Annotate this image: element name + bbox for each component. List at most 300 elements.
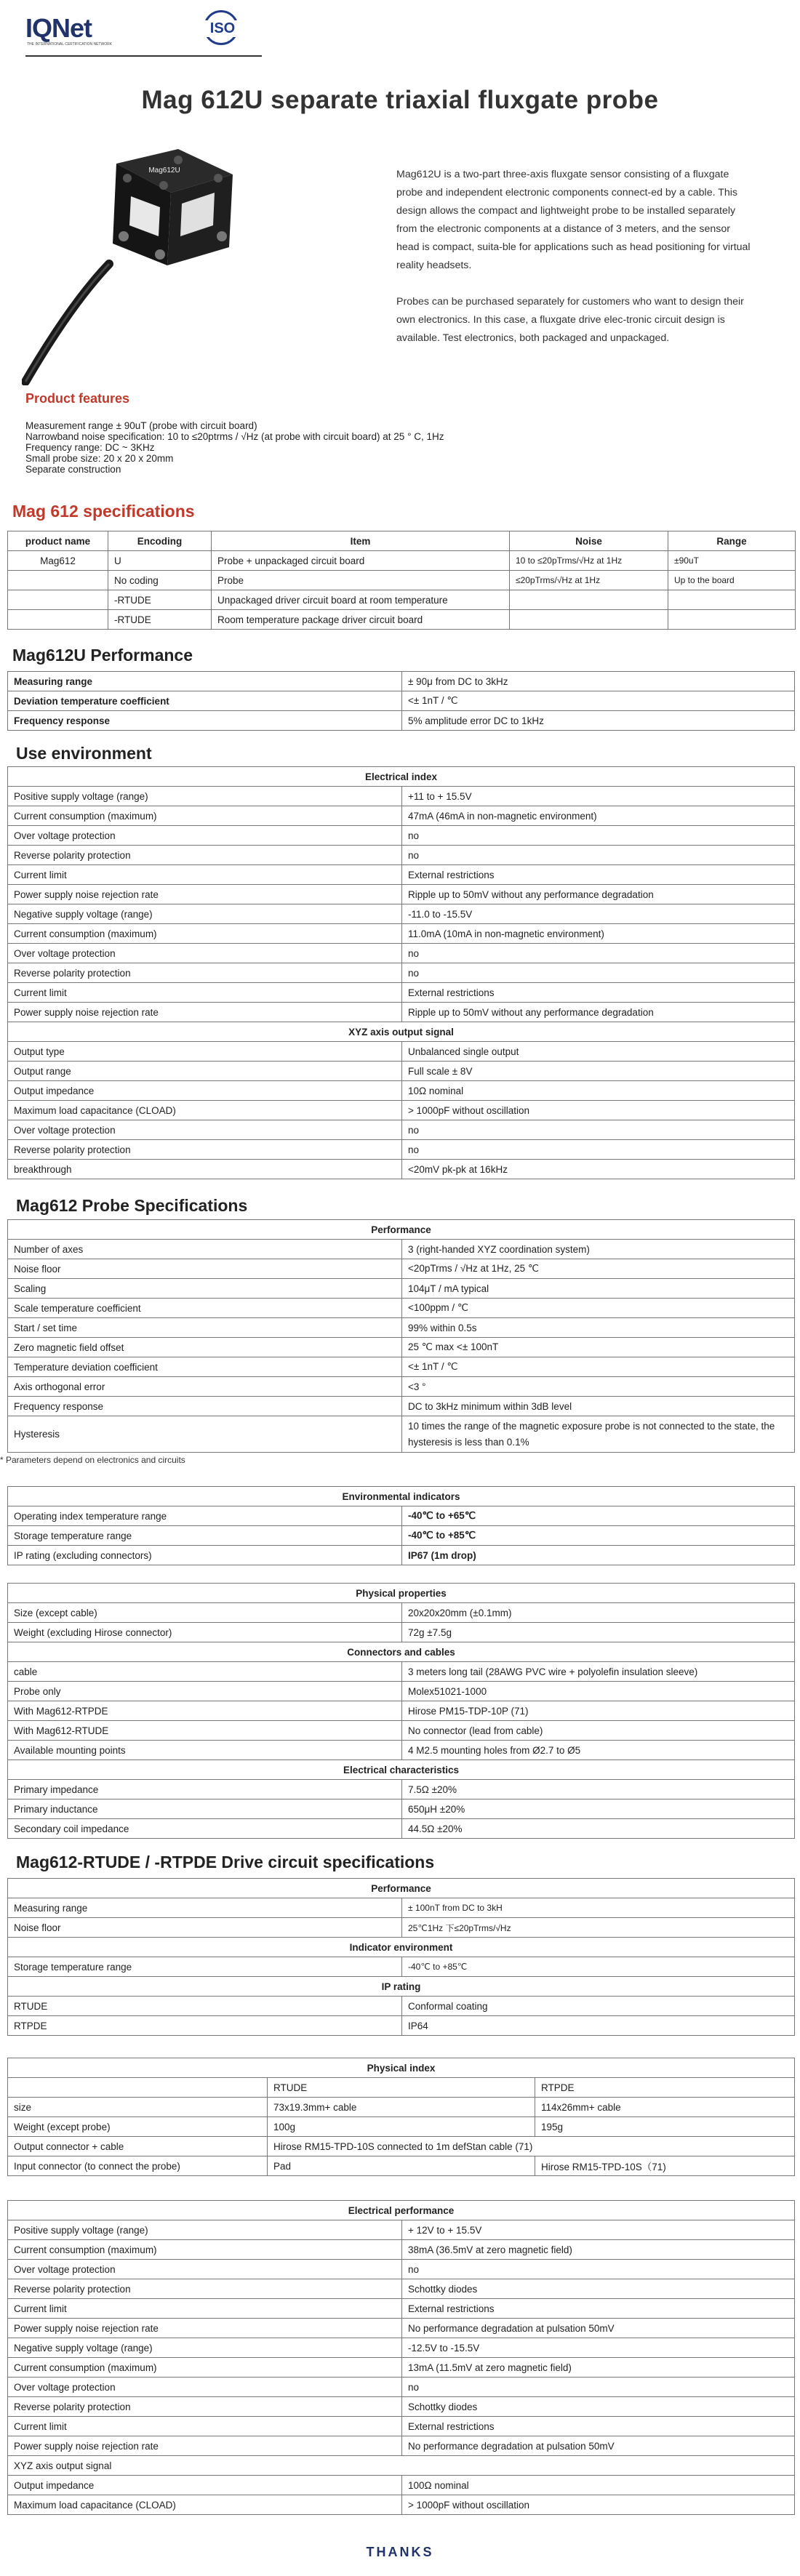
table-cell: Weight (excluding Hirose connector) xyxy=(8,1623,402,1642)
table-cell: Noise floor xyxy=(8,1259,402,1279)
table-cell: ± 90μ from DC to 3kHz xyxy=(402,672,795,691)
table-cell: no xyxy=(402,1140,795,1160)
table-row xyxy=(8,1898,795,1918)
table-cell: no xyxy=(402,846,795,865)
table-cell xyxy=(8,590,108,610)
header-divider xyxy=(25,55,262,57)
table-cell: 25℃1Hz 下≤20pTrms/√Hz xyxy=(402,1918,795,1938)
table-cell: Maximum load capacitance (CLOAD) xyxy=(8,2495,402,2515)
features-list xyxy=(25,420,444,475)
table-cell: Frequency response xyxy=(8,711,402,731)
table-cell: ≤20pTrms/√Hz at 1Hz xyxy=(510,571,668,590)
table-cell: Operating index temperature range xyxy=(8,1506,402,1526)
band-heading: Electrical performance xyxy=(8,2201,795,2220)
table-band-row xyxy=(8,1879,795,1898)
table-cell: 47mA (46mA in non-magnetic environment) xyxy=(402,806,795,826)
iso-logo-text: ISO xyxy=(196,20,249,37)
table-cell: > 1000pF without oscillation xyxy=(402,2495,795,2515)
table-cell: Up to the board xyxy=(668,571,796,590)
table-cell: 100g xyxy=(268,2117,535,2137)
table-cell: With Mag612-RTPDE xyxy=(8,1701,402,1721)
table-cell: Power supply noise rejection rate xyxy=(8,2319,402,2338)
table-cell: <20mV pk-pk at 16kHz xyxy=(402,1160,795,1179)
spec612-heading: Mag 612 specifications xyxy=(12,502,195,521)
band-heading: XYZ axis output signal xyxy=(8,1022,795,1042)
table-band-row xyxy=(8,1760,795,1780)
table-cell: no xyxy=(402,963,795,983)
table-row xyxy=(8,2338,795,2358)
electrical-performance-table xyxy=(7,2200,795,2515)
table-cell: Probe xyxy=(212,571,510,590)
table-cell: -12.5V to -15.5V xyxy=(402,2338,795,2358)
table-row xyxy=(8,2495,795,2515)
table-cell: -RTUDE xyxy=(108,610,212,630)
table-cell: Available mounting points xyxy=(8,1741,402,1760)
table-cell: 650μH ±20% xyxy=(402,1799,795,1819)
table-cell: Over voltage protection xyxy=(8,944,402,963)
table-cell: -40℃ to +85℃ xyxy=(402,1526,795,1546)
table-cell: 104μT / mA typical xyxy=(402,1279,795,1299)
table-header-row xyxy=(8,2078,795,2098)
iqnet-logo-tagline: THE INTERNATIONAL CERTIFICATION NETWORK xyxy=(27,42,113,47)
table-cell: Current limit xyxy=(8,2299,402,2319)
table-band-row xyxy=(8,1022,795,1042)
table-row xyxy=(8,1140,795,1160)
spec612-table xyxy=(7,531,796,630)
table-cell: Primary impedance xyxy=(8,1780,402,1799)
env-indicators-table xyxy=(7,1486,795,1565)
table-row xyxy=(8,1416,795,1453)
table-row xyxy=(8,885,795,904)
table-cell: -RTUDE xyxy=(108,590,212,610)
table-row xyxy=(8,1377,795,1397)
table-cell: 10Ω nominal xyxy=(402,1081,795,1101)
table-row xyxy=(8,944,795,963)
table-cell: Secondary coil impedance xyxy=(8,1819,402,1839)
page-title: Mag 612U separate triaxial fluxgate probe xyxy=(141,86,659,114)
table-cell: Output type xyxy=(8,1042,402,1062)
table-cell: Storage temperature range xyxy=(8,1526,402,1546)
table-band-row xyxy=(8,1220,795,1240)
table-row xyxy=(8,1623,795,1642)
table-cell: -40℃ to +65℃ xyxy=(402,1506,795,1526)
column-header: Encoding xyxy=(108,531,212,551)
table-cell: Schottky diodes xyxy=(402,2397,795,2417)
column-header: Range xyxy=(668,531,796,551)
table-cell: +11 to + 15.5V xyxy=(402,787,795,806)
table-row xyxy=(8,2260,795,2279)
perf-table xyxy=(7,671,795,731)
perf-heading: Mag612U Performance xyxy=(12,646,193,665)
table-row xyxy=(8,2378,795,2397)
table-cell: Current consumption (maximum) xyxy=(8,2240,402,2260)
table-header-row xyxy=(8,531,796,551)
table-row xyxy=(8,2240,795,2260)
table-row xyxy=(8,2098,795,2117)
table-row xyxy=(8,1259,795,1279)
table-row xyxy=(8,865,795,885)
table-row xyxy=(8,787,795,806)
table-row xyxy=(8,1682,795,1701)
table-row xyxy=(8,2358,795,2378)
band-heading: Connectors and cables xyxy=(8,1642,795,1662)
table-cell: 114x26mm+ cable xyxy=(535,2098,795,2117)
table-cell: Molex51021-1000 xyxy=(402,1682,795,1701)
table-cell: Hysteresis xyxy=(8,1416,402,1453)
table-band-row xyxy=(8,1584,795,1603)
band-heading: Electrical index xyxy=(8,767,795,787)
intro-paragraph-1: Mag612U is a two-part three-axis fluxgate sensor consisting of a fluxgate probe and independent electronic components connect-ed by a cable. This design allows the compact and lightweight probe to be installed separately from the electronic components at a distance of 3 meters, and the sensor head is compact, suita-ble for applications such as head positioning for virtual reality headsets. xyxy=(396,169,751,271)
table-cell: Over voltage protection xyxy=(8,826,402,846)
table-cell: no xyxy=(402,944,795,963)
table-cell: Negative supply voltage (range) xyxy=(8,904,402,924)
table-band-row xyxy=(8,1977,795,1997)
band-heading: Physical index xyxy=(8,2058,795,2078)
table-cell: Hirose RM15-TPD-10S（71) xyxy=(535,2156,795,2176)
table-cell: 11.0mA (10mA in non-magnetic environment) xyxy=(402,924,795,944)
table-row xyxy=(8,1546,795,1565)
table-cell: 10 times the range of the magnetic exposure probe is not connected to the state, the hysteresis is less than 0.1% xyxy=(402,1416,795,1453)
table-cell: 4 M2.5 mounting holes from Ø2.7 to Ø5 xyxy=(402,1741,795,1760)
table-row xyxy=(8,1701,795,1721)
table-cell: With Mag612-RTUDE xyxy=(8,1721,402,1741)
table-cell: Storage temperature range xyxy=(8,1957,402,1977)
table-cell: 25 ℃ max <± 100nT xyxy=(402,1338,795,1357)
table-cell: DC to 3kHz minimum within 3dB level xyxy=(402,1397,795,1416)
table-cell xyxy=(8,571,108,590)
table-row xyxy=(8,1506,795,1526)
table-cell: Measuring range xyxy=(8,1898,402,1918)
table-row xyxy=(8,672,795,691)
table-row xyxy=(8,846,795,865)
table-band-row xyxy=(8,2058,795,2078)
table-row xyxy=(8,1799,795,1819)
table-cell: Output connector + cable xyxy=(8,2137,268,2156)
table-row xyxy=(8,1081,795,1101)
table-cell: ± 100nT from DC to 3kH xyxy=(402,1898,795,1918)
table-cell: Deviation temperature coefficient xyxy=(8,691,402,711)
table-row xyxy=(8,806,795,826)
table-cell: cable xyxy=(8,1662,402,1682)
iqnet-logo xyxy=(25,13,135,47)
table-cell: Axis orthogonal error xyxy=(8,1377,402,1397)
footnote: * Parameters depend on electronics and circuits xyxy=(0,1455,185,1465)
table-row xyxy=(8,1279,795,1299)
table-cell: 44.5Ω ±20% xyxy=(402,1819,795,1839)
table-row xyxy=(8,826,795,846)
table-cell: Zero magnetic field offset xyxy=(8,1338,402,1357)
column-header: RTPDE xyxy=(535,2078,795,2098)
column-header: product name xyxy=(8,531,108,551)
table-cell: size xyxy=(8,2098,268,2117)
table-cell: No coding xyxy=(108,571,212,590)
table-cell: Ripple up to 50mV without any performance degradation xyxy=(402,1003,795,1022)
table-cell: <± 1nT / ℃ xyxy=(402,1357,795,1377)
table-cell: Power supply noise rejection rate xyxy=(8,885,402,904)
table-cell: 100Ω nominal xyxy=(402,2476,795,2495)
table-row xyxy=(8,1318,795,1338)
table-cell: ±90uT xyxy=(668,551,796,571)
table-cell: U xyxy=(108,551,212,571)
table-cell: No performance degradation at pulsation 50mV xyxy=(402,2436,795,2456)
table-row xyxy=(8,711,795,731)
table-cell: > 1000pF without oscillation xyxy=(402,1101,795,1120)
list-item: Separate construction xyxy=(25,464,121,475)
table-cell: Maximum load capacitance (CLOAD) xyxy=(8,1101,402,1120)
table-cell: Mag612 xyxy=(8,551,108,571)
table-cell: Primary inductance xyxy=(8,1799,402,1819)
list-item: Frequency range: DC ~ 3KHz xyxy=(25,442,155,453)
table-row xyxy=(8,924,795,944)
table-cell: <100ppm / ℃ xyxy=(402,1299,795,1318)
band-heading: Electrical characteristics xyxy=(8,1760,795,1780)
table-row xyxy=(8,2456,795,2476)
table-row xyxy=(8,1397,795,1416)
table-cell: <3 ° xyxy=(402,1377,795,1397)
table-cell: 72g ±7.5g xyxy=(402,1623,795,1642)
table-row xyxy=(8,1042,795,1062)
column-header xyxy=(8,2078,268,2098)
physical-table xyxy=(7,1583,795,1839)
physical-index-table xyxy=(7,2058,795,2176)
table-row xyxy=(8,551,796,571)
drive-table xyxy=(7,1878,795,2036)
table-band-row xyxy=(8,2201,795,2220)
table-cell: Unbalanced single output xyxy=(402,1042,795,1062)
table-cell: 5% amplitude error DC to 1kHz xyxy=(402,711,795,731)
table-cell: No performance degradation at pulsation 50mV xyxy=(402,2319,795,2338)
table-cell: External restrictions xyxy=(402,2299,795,2319)
table-cell: -40℃ to +85℃ xyxy=(402,1957,795,1977)
list-item: Narrowband noise specification: 10 to ≤20ptrms / √Hz (at probe with circuit board) at 25 ° C, 1Hz xyxy=(25,431,444,442)
table-row xyxy=(8,2137,795,2156)
table-row xyxy=(8,590,796,610)
table-cell: Frequency response xyxy=(8,1397,402,1416)
table-row xyxy=(8,691,795,711)
table-row xyxy=(8,2016,795,2036)
probe-specs-heading: Mag612 Probe Specifications xyxy=(16,1196,248,1215)
table-cell: Current consumption (maximum) xyxy=(8,806,402,826)
table-cell: Scale temperature coefficient xyxy=(8,1299,402,1318)
table-cell: Output impedance xyxy=(8,1081,402,1101)
table-row xyxy=(8,1003,795,1022)
list-item: Measurement range ± 90uT (probe with circuit board) xyxy=(25,420,257,431)
column-header: Item xyxy=(212,531,510,551)
table-row xyxy=(8,1997,795,2016)
table-cell: Probe + unpackaged circuit board xyxy=(212,551,510,571)
table-cell: Full scale ± 8V xyxy=(402,1062,795,1081)
table-cell: Number of axes xyxy=(8,1240,402,1259)
table-cell: 20x20x20mm (±0.1mm) xyxy=(402,1603,795,1623)
table-cell: 99% within 0.5s xyxy=(402,1318,795,1338)
table-cell: IP67 (1m drop) xyxy=(402,1546,795,1565)
table-row xyxy=(8,1062,795,1081)
table-cell: no xyxy=(402,1120,795,1140)
band-heading: Physical properties xyxy=(8,1584,795,1603)
band-heading: IP rating xyxy=(8,1977,795,1997)
table-cell: no xyxy=(402,826,795,846)
table-row xyxy=(8,2417,795,2436)
table-cell: Pad xyxy=(268,2156,535,2176)
table-cell: Conformal coating xyxy=(402,1997,795,2016)
table-cell: Reverse polarity protection xyxy=(8,963,402,983)
table-cell: Weight (except probe) xyxy=(8,2117,268,2137)
table-cell: External restrictions xyxy=(402,983,795,1003)
table-cell: Reverse polarity protection xyxy=(8,2279,402,2299)
table-row xyxy=(8,1299,795,1318)
table-cell: Reverse polarity protection xyxy=(8,846,402,865)
table-row xyxy=(8,2299,795,2319)
table-cell: Reverse polarity protection xyxy=(8,1140,402,1160)
table-row xyxy=(8,1526,795,1546)
intro-text xyxy=(396,166,753,366)
table-cell: no xyxy=(402,2260,795,2279)
table-cell: Temperature deviation coefficient xyxy=(8,1357,402,1377)
table-cell: Schottky diodes xyxy=(402,2279,795,2299)
table-cell: RTPDE xyxy=(8,2016,402,2036)
table-cell: Hirose RM15-TPD-10S connected to 1m defStan cable (71) xyxy=(268,2137,795,2156)
table-row xyxy=(8,1741,795,1760)
table-cell: Probe only xyxy=(8,1682,402,1701)
table-row xyxy=(8,571,796,590)
table-cell: Measuring range xyxy=(8,672,402,691)
table-cell: Over voltage protection xyxy=(8,2378,402,2397)
table-cell: Current limit xyxy=(8,983,402,1003)
probe-product-image xyxy=(22,135,262,385)
env-heading: Use environment xyxy=(16,744,152,763)
table-cell xyxy=(8,610,108,630)
table-cell: Noise floor xyxy=(8,1918,402,1938)
table-cell: Positive supply voltage (range) xyxy=(8,787,402,806)
table-row xyxy=(8,1357,795,1377)
table-row xyxy=(8,963,795,983)
table-cell: RTUDE xyxy=(8,1997,402,2016)
table-cell: Hirose PM15-TDP-10P (71) xyxy=(402,1701,795,1721)
drive-heading: Mag612-RTUDE / -RTPDE Drive circuit specifications xyxy=(16,1853,435,1871)
table-row xyxy=(8,2476,795,2495)
table-row xyxy=(8,1101,795,1120)
table-row xyxy=(8,983,795,1003)
table-cell: Reverse polarity protection xyxy=(8,2397,402,2417)
table-cell: Start / set time xyxy=(8,1318,402,1338)
table-row xyxy=(8,1338,795,1357)
table-cell: no xyxy=(402,2378,795,2397)
table-cell: Size (except cable) xyxy=(8,1603,402,1623)
table-cell: External restrictions xyxy=(402,865,795,885)
table-cell: Current limit xyxy=(8,865,402,885)
table-cell: 7.5Ω ±20% xyxy=(402,1780,795,1799)
table-row xyxy=(8,2279,795,2299)
table-cell: Scaling xyxy=(8,1279,402,1299)
band-heading: Performance xyxy=(8,1879,795,1898)
table-cell: Over voltage protection xyxy=(8,2260,402,2279)
table-cell: Unpackaged driver circuit board at room temperature xyxy=(212,590,510,610)
table-row xyxy=(8,1918,795,1938)
table-row xyxy=(8,1819,795,1839)
table-cell xyxy=(510,610,668,630)
table-cell: XYZ axis output signal xyxy=(8,2456,795,2476)
table-cell: + 12V to + 15.5V xyxy=(402,2220,795,2240)
table-cell: Power supply noise rejection rate xyxy=(8,1003,402,1022)
table-row xyxy=(8,610,796,630)
table-cell: 195g xyxy=(535,2117,795,2137)
table-cell: Current limit xyxy=(8,2417,402,2436)
table-cell: breakthrough xyxy=(8,1160,402,1179)
table-cell: Positive supply voltage (range) xyxy=(8,2220,402,2240)
thanks-footer: THANKS xyxy=(366,2545,434,2559)
table-row xyxy=(8,2117,795,2137)
table-cell: 3 meters long tail (28AWG PVC wire + polyolefin insulation sleeve) xyxy=(402,1662,795,1682)
table-cell: 13mA (11.5mV at zero magnetic field) xyxy=(402,2358,795,2378)
column-header: Noise xyxy=(510,531,668,551)
probe-specs-table xyxy=(7,1219,795,1453)
table-cell: Output range xyxy=(8,1062,402,1081)
table-band-row xyxy=(8,1487,795,1506)
table-band-row xyxy=(8,1938,795,1957)
table-cell: 38mA (36.5mV at zero magnetic field) xyxy=(402,2240,795,2260)
table-cell: 3 (right-handed XYZ coordination system) xyxy=(402,1240,795,1259)
table-cell: <20pTrms / √Hz at 1Hz, 25 ℃ xyxy=(402,1259,795,1279)
table-row xyxy=(8,1160,795,1179)
table-row xyxy=(8,2156,795,2176)
table-cell: -11.0 to -15.5V xyxy=(402,904,795,924)
band-heading: Environmental indicators xyxy=(8,1487,795,1506)
table-cell: Power supply noise rejection rate xyxy=(8,2436,402,2456)
table-cell: 73x19.3mm+ cable xyxy=(268,2098,535,2117)
table-cell: Ripple up to 50mV without any performance degradation xyxy=(402,885,795,904)
table-cell xyxy=(668,610,796,630)
iqnet-logo-text: IQNet xyxy=(25,13,92,43)
iso-logo xyxy=(196,10,249,45)
band-heading: Indicator environment xyxy=(8,1938,795,1957)
table-row xyxy=(8,2436,795,2456)
table-row xyxy=(8,1240,795,1259)
table-cell: Room temperature package driver circuit board xyxy=(212,610,510,630)
table-cell: IP64 xyxy=(402,2016,795,2036)
table-row xyxy=(8,904,795,924)
table-band-row xyxy=(8,1642,795,1662)
probe-label: Mag612U xyxy=(148,166,180,174)
list-item: Small probe size: 20 x 20 x 20mm xyxy=(25,453,174,464)
band-heading: Performance xyxy=(8,1220,795,1240)
table-cell xyxy=(510,590,668,610)
env-table xyxy=(7,766,795,1179)
table-cell: Negative supply voltage (range) xyxy=(8,2338,402,2358)
table-cell: Over voltage protection xyxy=(8,1120,402,1140)
table-row xyxy=(8,2397,795,2417)
table-row xyxy=(8,2220,795,2240)
table-row xyxy=(8,1721,795,1741)
table-row xyxy=(8,1120,795,1140)
table-band-row xyxy=(8,767,795,787)
table-cell: Current consumption (maximum) xyxy=(8,2358,402,2378)
table-cell xyxy=(668,590,796,610)
column-header: RTUDE xyxy=(268,2078,535,2098)
table-cell: Output impedance xyxy=(8,2476,402,2495)
header-logos xyxy=(25,0,236,54)
table-cell: External restrictions xyxy=(402,2417,795,2436)
table-cell: Current consumption (maximum) xyxy=(8,924,402,944)
table-cell: 10 to ≤20pTrms/√Hz at 1Hz xyxy=(510,551,668,571)
features-heading: Product features xyxy=(25,391,130,406)
table-row xyxy=(8,2319,795,2338)
table-row xyxy=(8,1957,795,1977)
intro-paragraph-2: Probes can be purchased separately for customers who want to design their own electronics. In this case, a fluxgate drive elec-tronic circuit design is available. Test electronics, both packaged and unpackaged. xyxy=(396,296,744,344)
table-cell: IP rating (excluding connectors) xyxy=(8,1546,402,1565)
table-cell: Input connector (to connect the probe) xyxy=(8,2156,268,2176)
table-cell: No connector (lead from cable) xyxy=(402,1721,795,1741)
table-row xyxy=(8,1662,795,1682)
